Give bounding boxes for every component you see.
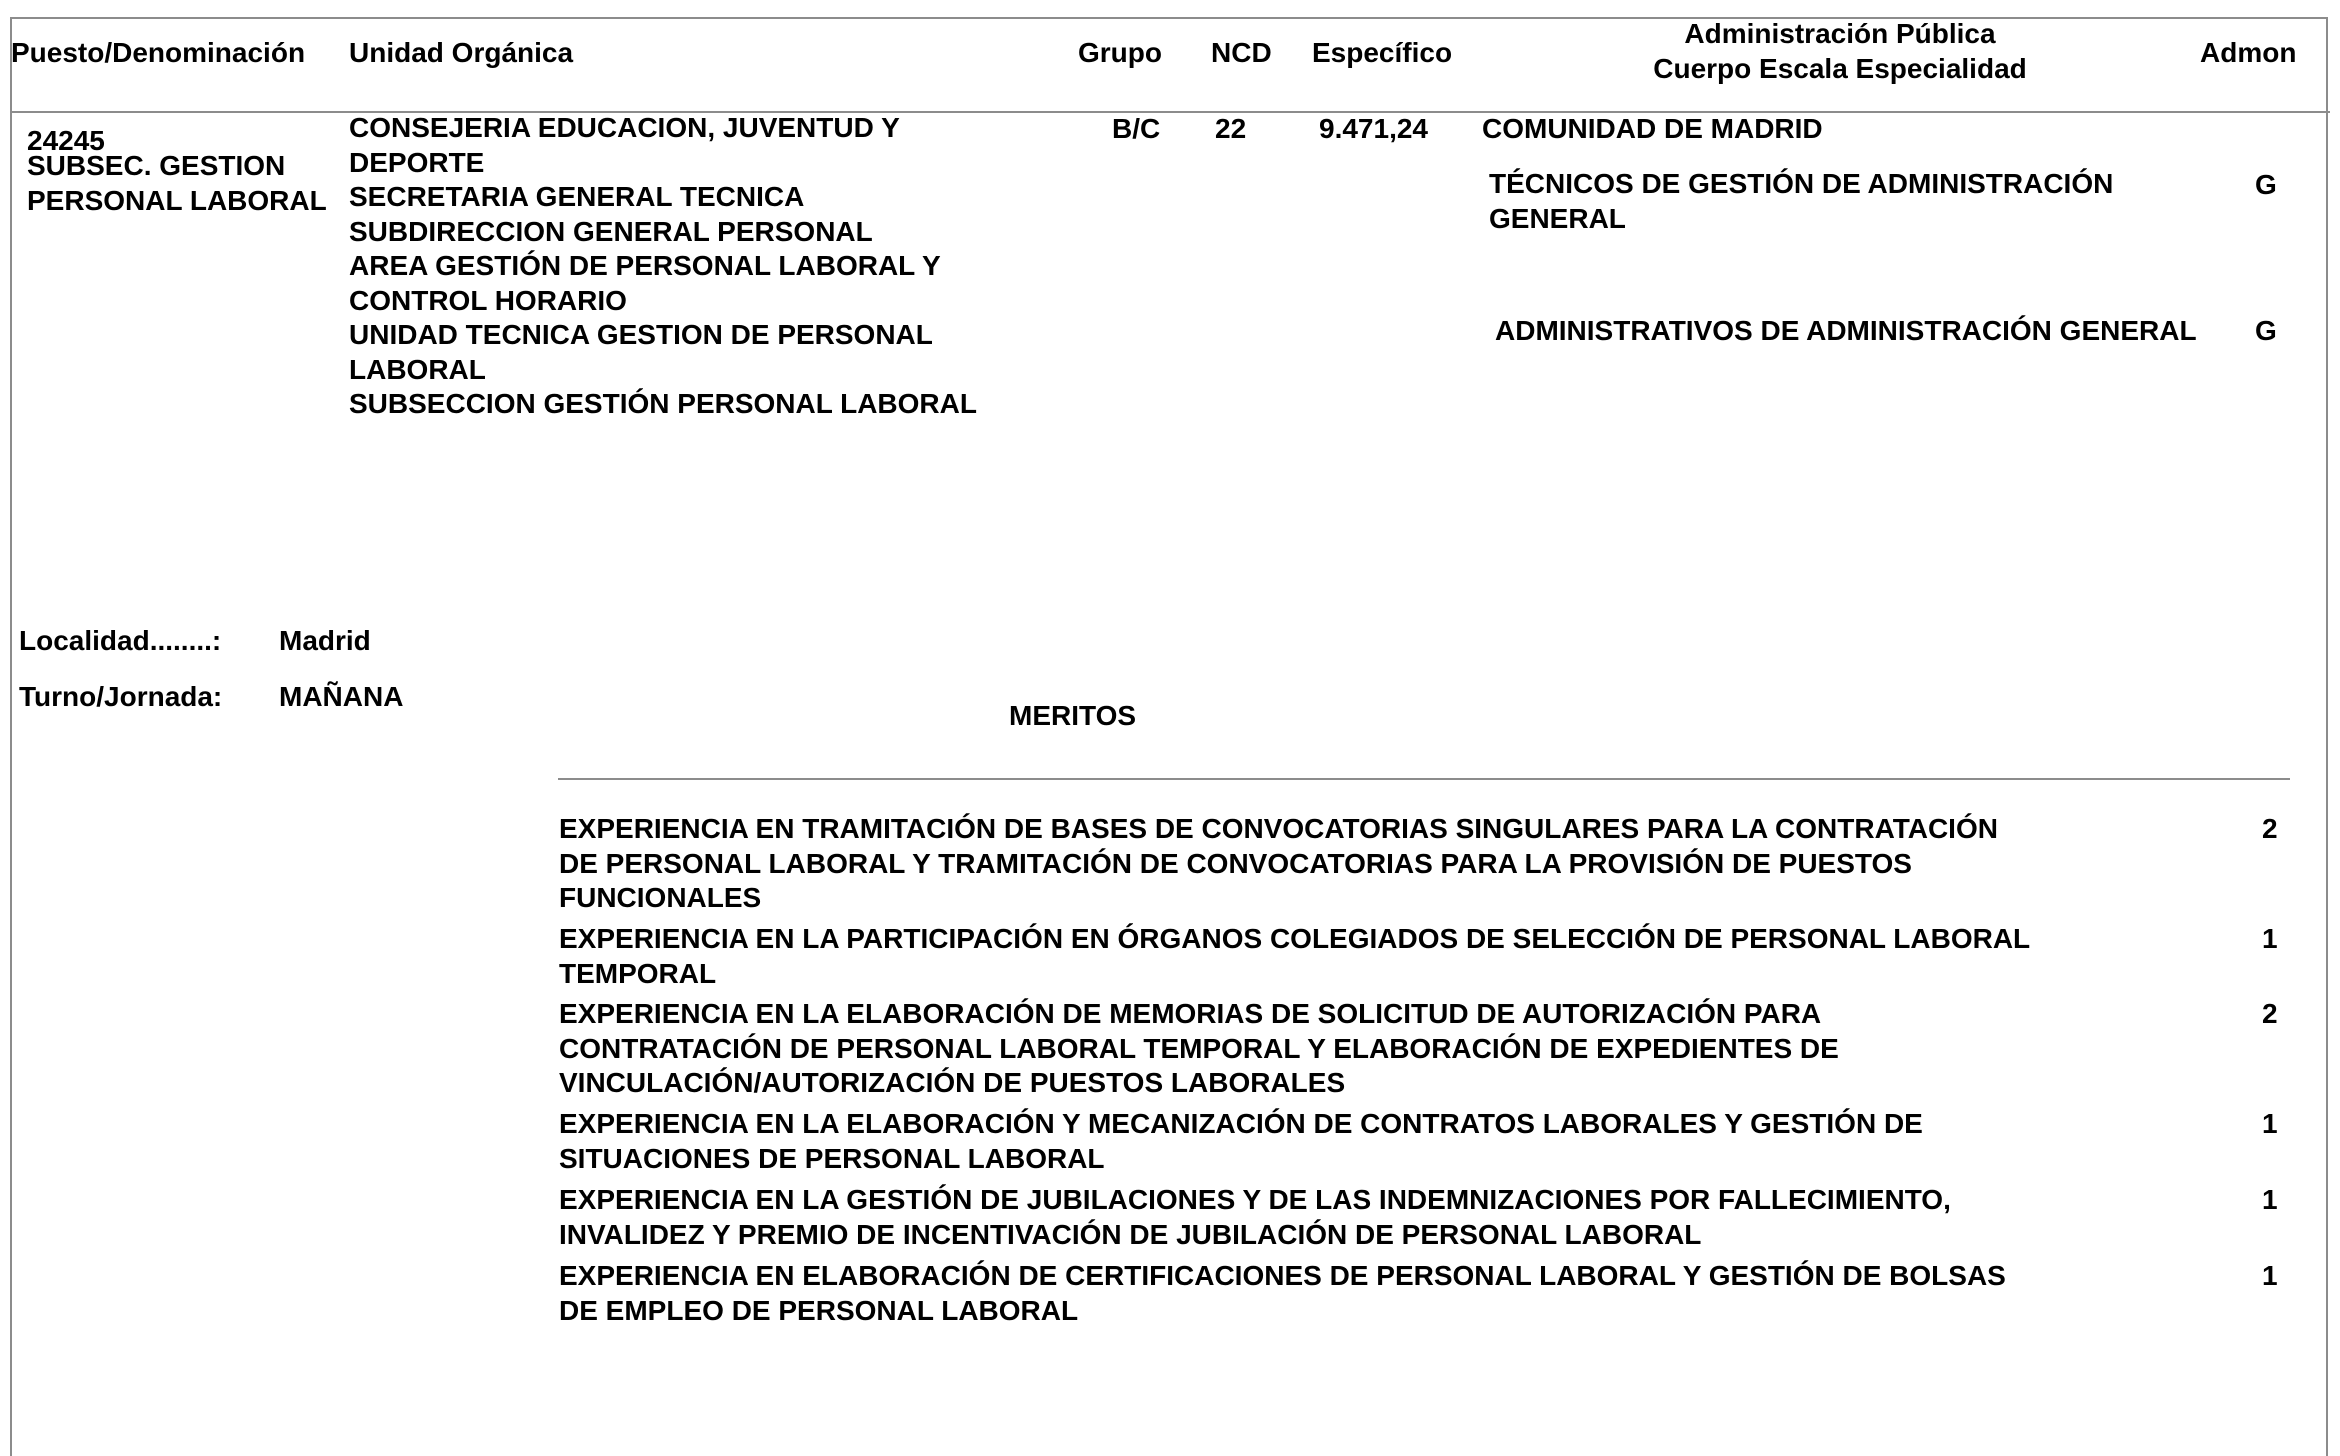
cuerpo-1-nombre: TÉCNICOS DE GESTIÓN DE ADMINISTRACIÓN GENERAL bbox=[1489, 168, 2114, 234]
merito-4-puntos: 1 bbox=[2262, 1108, 2278, 1139]
header-grupo: Grupo bbox=[1078, 37, 1162, 68]
grupo-value: B/C bbox=[1112, 113, 1161, 144]
header-ncd: NCD bbox=[1211, 37, 1272, 68]
merito-1-texto: EXPERIENCIA EN TRAMITACIÓN DE BASES DE CONVOCATORIAS SINGULARES PARA LA CONTRATACIÓN DE PERSONAL LABORAL Y TRAMITACIÓN DE CONVOCATORIAS PARA LA PROVISIÓN DE PUESTOS FUNCIONALES bbox=[559, 813, 1998, 913]
turno-label: Turno/Jornada: bbox=[19, 681, 223, 712]
especifico-value: 9.471,24 bbox=[1319, 113, 1428, 144]
header-admin-publica: Administración Pública bbox=[1684, 18, 1996, 49]
merito-3-texto: EXPERIENCIA EN LA ELABORACIÓN DE MEMORIAS DE SOLICITUD DE AUTORIZACIÓN PARA CONTRATACIÓN DE PERSONAL LABORAL TEMPORAL Y ELABORACIÓN DE EXPEDIENTES DE VINCULACIÓN/AUTORIZACIÓN DE PUESTOS LABORALES bbox=[559, 998, 1839, 1098]
header-unidad: Unidad Orgánica bbox=[349, 37, 574, 68]
unidad-organica: CONSEJERIA EDUCACION, JUVENTUD Y DEPORTE SECRETARIA GENERAL TECNICA SUBDIRECCION GENERAL PERSONAL AREA GESTIÓN DE PERSONAL LABORAL Y CONTROL HORARIO UNIDAD TECNICA GESTION DE PERSONAL LABORAL SUBSECCION GESTIÓN PERSONAL LABORAL bbox=[349, 112, 977, 419]
turno-value: MAÑANA bbox=[279, 681, 404, 712]
header-admon: Admon bbox=[2200, 37, 2297, 68]
merito-2-texto: EXPERIENCIA EN LA PARTICIPACIÓN EN ÓRGANOS COLEGIADOS DE SELECCIÓN DE PERSONAL LABORAL TEMPORAL bbox=[559, 923, 2031, 989]
cuerpo-2-nombre: ADMINISTRATIVOS DE ADMINISTRACIÓN GENERAL bbox=[1495, 315, 2197, 346]
merito-3-puntos: 2 bbox=[2262, 998, 2278, 1029]
merito-6-puntos: 1 bbox=[2262, 1260, 2278, 1291]
puesto-codigo: 24245 bbox=[27, 125, 105, 156]
merito-5-texto: EXPERIENCIA EN LA GESTIÓN DE JUBILACIONES Y DE LAS INDEMNIZACIONES POR FALLECIMIENTO, INVALIDEZ Y PREMIO DE INCENTIVACIÓN DE JUBILACIÓN DE PERSONAL LABORAL bbox=[559, 1184, 1951, 1250]
ncd-value: 22 bbox=[1215, 113, 1247, 144]
header-puesto: Puesto/Denominación bbox=[11, 37, 306, 68]
merito-2-puntos: 1 bbox=[2262, 923, 2278, 954]
merito-4-texto: EXPERIENCIA EN LA ELABORACIÓN Y MECANIZACIÓN DE CONTRATOS LABORALES Y GESTIÓN DE SITUACIONES DE PERSONAL LABORAL bbox=[559, 1108, 1923, 1174]
header-cuerpo-escala: Cuerpo Escala Especialidad bbox=[1653, 53, 2027, 84]
cuerpo-2-admon: G bbox=[2255, 315, 2277, 346]
merito-5-puntos: 1 bbox=[2262, 1184, 2278, 1215]
administracion-value: COMUNIDAD DE MADRID bbox=[1482, 113, 1823, 144]
cuerpo-1-admon: G bbox=[2255, 169, 2277, 200]
merito-1-puntos: 2 bbox=[2262, 813, 2278, 844]
puesto-denominacion: SUBSEC. GESTION PERSONAL LABORAL bbox=[27, 150, 327, 216]
meritos-title: MERITOS bbox=[1009, 700, 1137, 731]
header-especifico: Específico bbox=[1312, 37, 1453, 68]
localidad-label: Localidad........: bbox=[19, 625, 222, 656]
meritos-divider bbox=[558, 778, 2290, 780]
merito-6-texto: EXPERIENCIA EN ELABORACIÓN DE CERTIFICACIONES DE PERSONAL LABORAL Y GESTIÓN DE BOLSAS DE EMPLEO DE PERSONAL LABORAL bbox=[559, 1260, 2006, 1326]
localidad-value: Madrid bbox=[279, 625, 371, 656]
